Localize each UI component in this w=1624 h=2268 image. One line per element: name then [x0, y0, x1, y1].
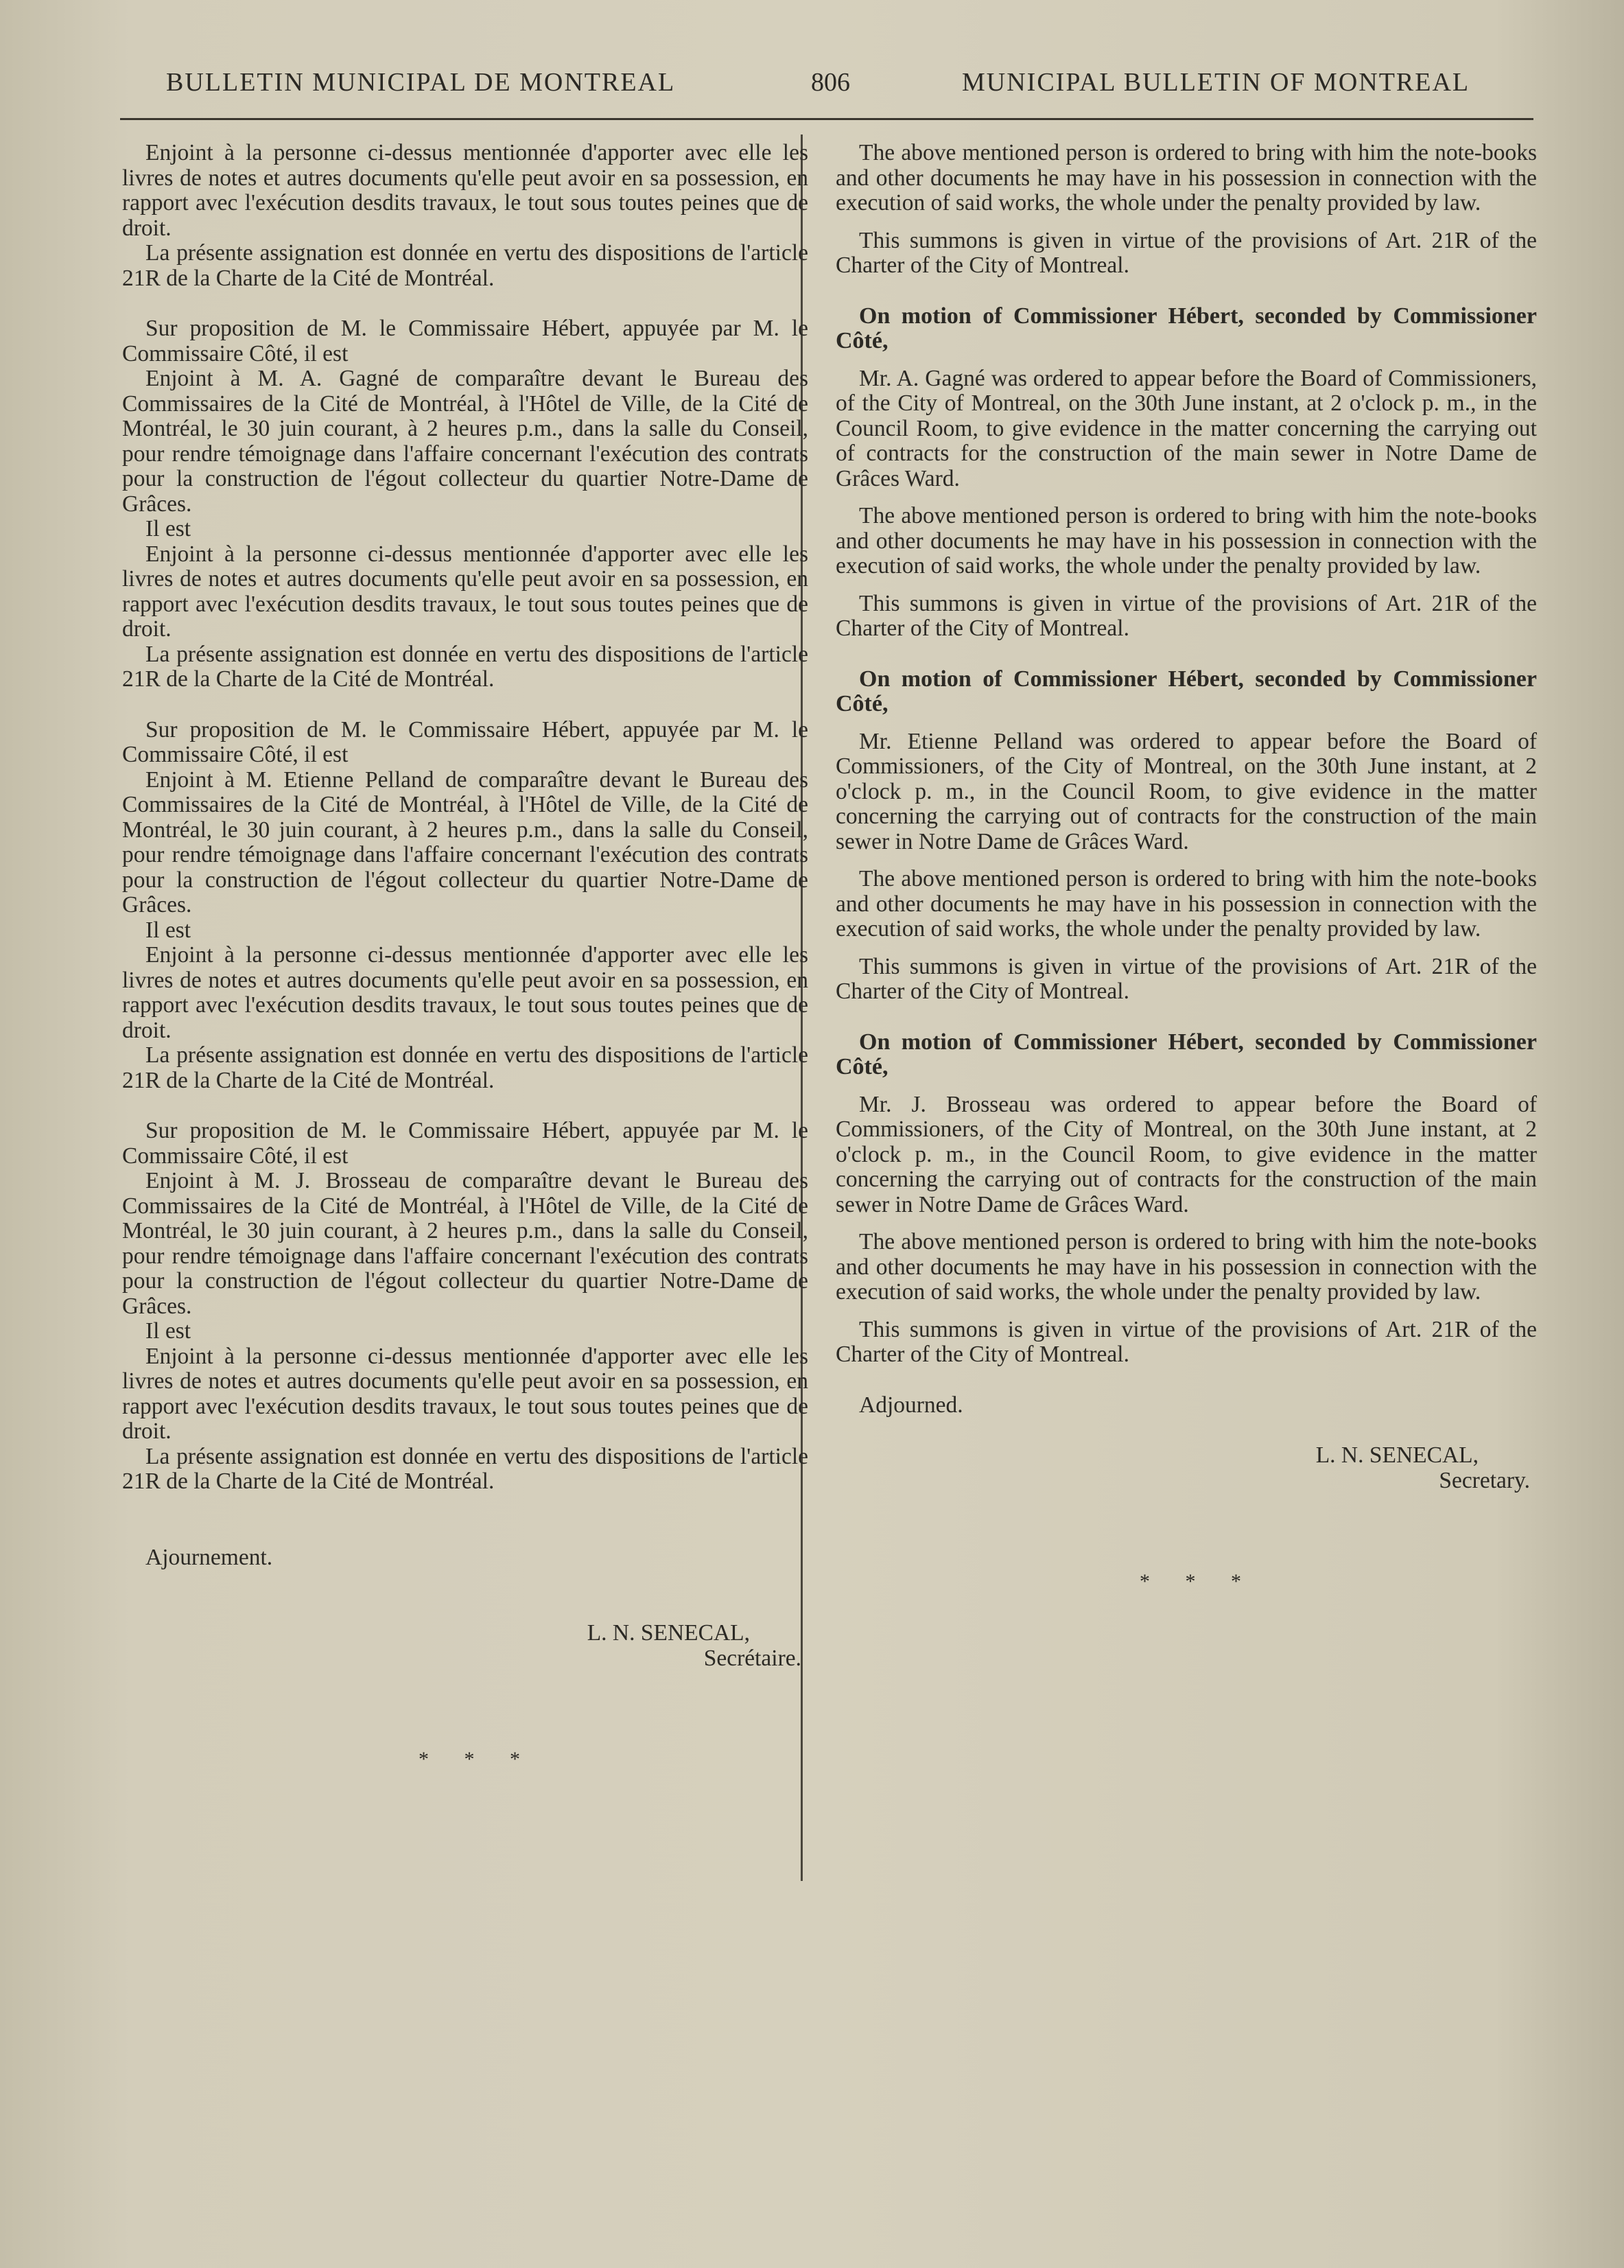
fr-motion-brosseau: Sur proposition de M. le Commissaire Hébert, appuyée par M. le Commissaire Côté, il est: [122, 1118, 808, 1169]
fr-il-est-gagne: Il est: [145, 516, 191, 541]
en-ordered-gagne: The above mentioned person is ordered to bring with him the note-books and other documents he may have in his possession in connection with the execution of said works, the whole under the penalty provided by law.: [836, 503, 1537, 578]
fr-order-brosseau: Enjoint à M. J. Brosseau de comparaître devant le Bureau des Commissaires de la Cité de Montréal, à l'Hôtel de Ville, de la Cité de Montréal, le 30 juin courant, à 2 heures p.m., dans la salle du Conseil, pour rendre témoignage dans l'affaire concernant l'exécution des contrats pour la construction de l'égout collecteur du quartier Notre-Dame de Grâces.: [122, 1168, 808, 1319]
en-intro-summons: This summons is given in virtue of the provisions of Art. 21R of the Charter of the City of Montreal.: [836, 227, 1537, 278]
header-rule: [120, 118, 1533, 120]
fr-assignation-gagne: La présente assignation est donnée en vertu des dispositions de l'article 21R de la Charte de la Cité de Montréal.: [122, 641, 808, 692]
header-title-french: BULLETIN MUNICIPAL DE MONTREAL: [166, 68, 676, 97]
en-order-brosseau: Mr. J. Brosseau was ordered to appear before the Board of Commissioners, of the City of Montreal, on the 30th June instant, at 2 o'clock p. m., in the Council Room, to give evidence in the matter concerning the carrying out of contracts for the construction of the main sewer in Notre Dame de Grâces Ward.: [836, 1091, 1537, 1217]
english-column: [836, 141, 1537, 1595]
header-title-english: MUNICIPAL BULLETIN OF MONTREAL: [962, 68, 1470, 97]
en-motion-gagne: On motion of Commissioner Hébert, seconded by Commissioner Côté,: [836, 303, 1537, 353]
fr-motion-gagne: Sur proposition de M. le Commissaire Hébert, appuyée par M. le Commissaire Côté, il est: [122, 316, 808, 366]
fr-assignation-brosseau: La présente assignation est donnée en vertu des dispositions de l'article 21R de la Charte de la Cité de Montréal.: [122, 1443, 808, 1494]
en-summons-gagne: This summons is given in virtue of the provisions of Art. 21R of the Charter of the City of Montreal.: [836, 590, 1537, 641]
fr-enjoint-brosseau: Enjoint à la personne ci-dessus mentionnée d'apporter avec elle les livres de notes et autres documents qu'elle peut avoir en sa possession, en rapport avec l'exécution desdits travaux, le tout sous toutes peines que de droit.: [122, 1343, 808, 1444]
page-number: 806: [811, 68, 850, 97]
en-ordered-brosseau: The above mentioned person is ordered to bring with him the note-books and other documents he may have in his possession in connection with the execution of said works, the whole under the penalty provided by law.: [836, 1229, 1537, 1305]
en-summons-pelland: This summons is given in virtue of the provisions of Art. 21R of the Charter of the City of Montreal.: [836, 953, 1537, 1004]
fr-order-pelland: Enjoint à M. Etienne Pelland de comparaître devant le Bureau des Commissaires de la Cité de Montréal, à l'Hôtel de Ville, de la Cité de Montréal, le 30 juin courant, à 2 heures p.m., dans la salle du Conseil, pour rendre témoignage dans l'affaire concernant l'exécution des contrats pour la construction de l'égout collecteur du quartier Notre-Dame de Grâces.: [122, 767, 808, 917]
running-header: [0, 67, 1624, 115]
fr-il-est-pelland: Il est: [145, 917, 191, 943]
fr-signature-name: L. N. SENECAL,: [587, 1620, 750, 1646]
fr-il-est-brosseau: Il est: [145, 1318, 191, 1344]
fr-adjourned: Ajournement.: [145, 1544, 273, 1570]
en-intro-ordered: The above mentioned person is ordered to bring with him the note-books and other documents he may have in his possession in connection with the execution of said works, the whole under the penalty provided by law.: [836, 140, 1537, 215]
en-adjourned: Adjourned.: [859, 1392, 963, 1418]
en-ornament: * * *: [1140, 1570, 1256, 1593]
fr-enjoint-gagne: Enjoint à la personne ci-dessus mentionnée d'apporter avec elle les livres de notes et autres documents qu'elle peut avoir en sa possession, en rapport avec l'exécution desdits travaux, le tout sous toutes peines que de droit.: [122, 541, 808, 642]
en-motion-brosseau: On motion of Commissioner Hébert, seconded by Commissioner Côté,: [836, 1029, 1537, 1079]
french-column: [122, 141, 808, 1773]
en-motion-pelland: On motion of Commissioner Hébert, seconded by Commissioner Côté,: [836, 666, 1537, 716]
fr-intro-enjoint: Enjoint à la personne ci-dessus mentionnée d'apporter avec elle les livres de notes et autres documents qu'elle peut avoir en sa possession, en rapport avec l'exécution desdits travaux, le tout sous toutes peines que de droit.: [122, 140, 808, 241]
fr-ornament: * * *: [419, 1748, 535, 1770]
en-ordered-pelland: The above mentioned person is ordered to bring with him the note-books and other documents he may have in his possession in connection with the execution of said works, the whole under the penalty provided by law.: [836, 866, 1537, 942]
fr-signature-title: Secrétaire.: [703, 1645, 801, 1671]
fr-assignation-pelland: La présente assignation est donnée en vertu des dispositions de l'article 21R de la Charte de la Cité de Montréal.: [122, 1042, 808, 1093]
fr-enjoint-pelland: Enjoint à la personne ci-dessus mentionnée d'apporter avec elle les livres de notes et autres documents qu'elle peut avoir en sa possession, en rapport avec l'exécution desdits travaux, le tout sous toutes peines que de droit.: [122, 942, 808, 1043]
en-signature-title: Secretary.: [1439, 1467, 1530, 1493]
fr-motion-pelland: Sur proposition de M. le Commissaire Hébert, appuyée par M. le Commissaire Côté, il est: [122, 716, 808, 767]
en-order-gagne: Mr. A. Gagné was ordered to appear before the Board of Commissioners, of the City of Montreal, on the 30th June instant, at 2 o'clock p. m., in the Council Room, to give evidence in the matter concerning the carrying out of contracts for the construction of the main sewer in Notre Dame de Grâces Ward.: [836, 365, 1537, 491]
en-summons-brosseau: This summons is given in virtue of the provisions of Art. 21R of the Charter of the City of Montreal.: [836, 1316, 1537, 1367]
fr-order-gagne: Enjoint à M. A. Gagné de comparaître devant le Bureau des Commissaires de la Cité de Montréal, à l'Hôtel de Ville, de la Cité de Montréal, le 30 juin courant, à 2 heures p.m., dans la salle du Conseil, pour rendre témoignage dans l'affaire concernant l'exécution des contrats pour la construction de l'égout collecteur du quartier Notre-Dame de Grâces.: [122, 366, 808, 517]
fr-intro-assignation: La présente assignation est donnée en vertu des dispositions de l'article 21R de la Charte de la Cité de Montréal.: [122, 240, 808, 291]
en-order-pelland: Mr. Etienne Pelland was ordered to appear before the Board of Commissioners, of the City of Montreal, on the 30th June instant, at 2 o'clock p. m., in the Council Room, to give evidence in the matter concerning the carrying out of contracts for the construction of the main sewer in Notre Dame de Grâces Ward.: [836, 728, 1537, 854]
en-signature-name: L. N. SENECAL,: [1315, 1442, 1479, 1468]
